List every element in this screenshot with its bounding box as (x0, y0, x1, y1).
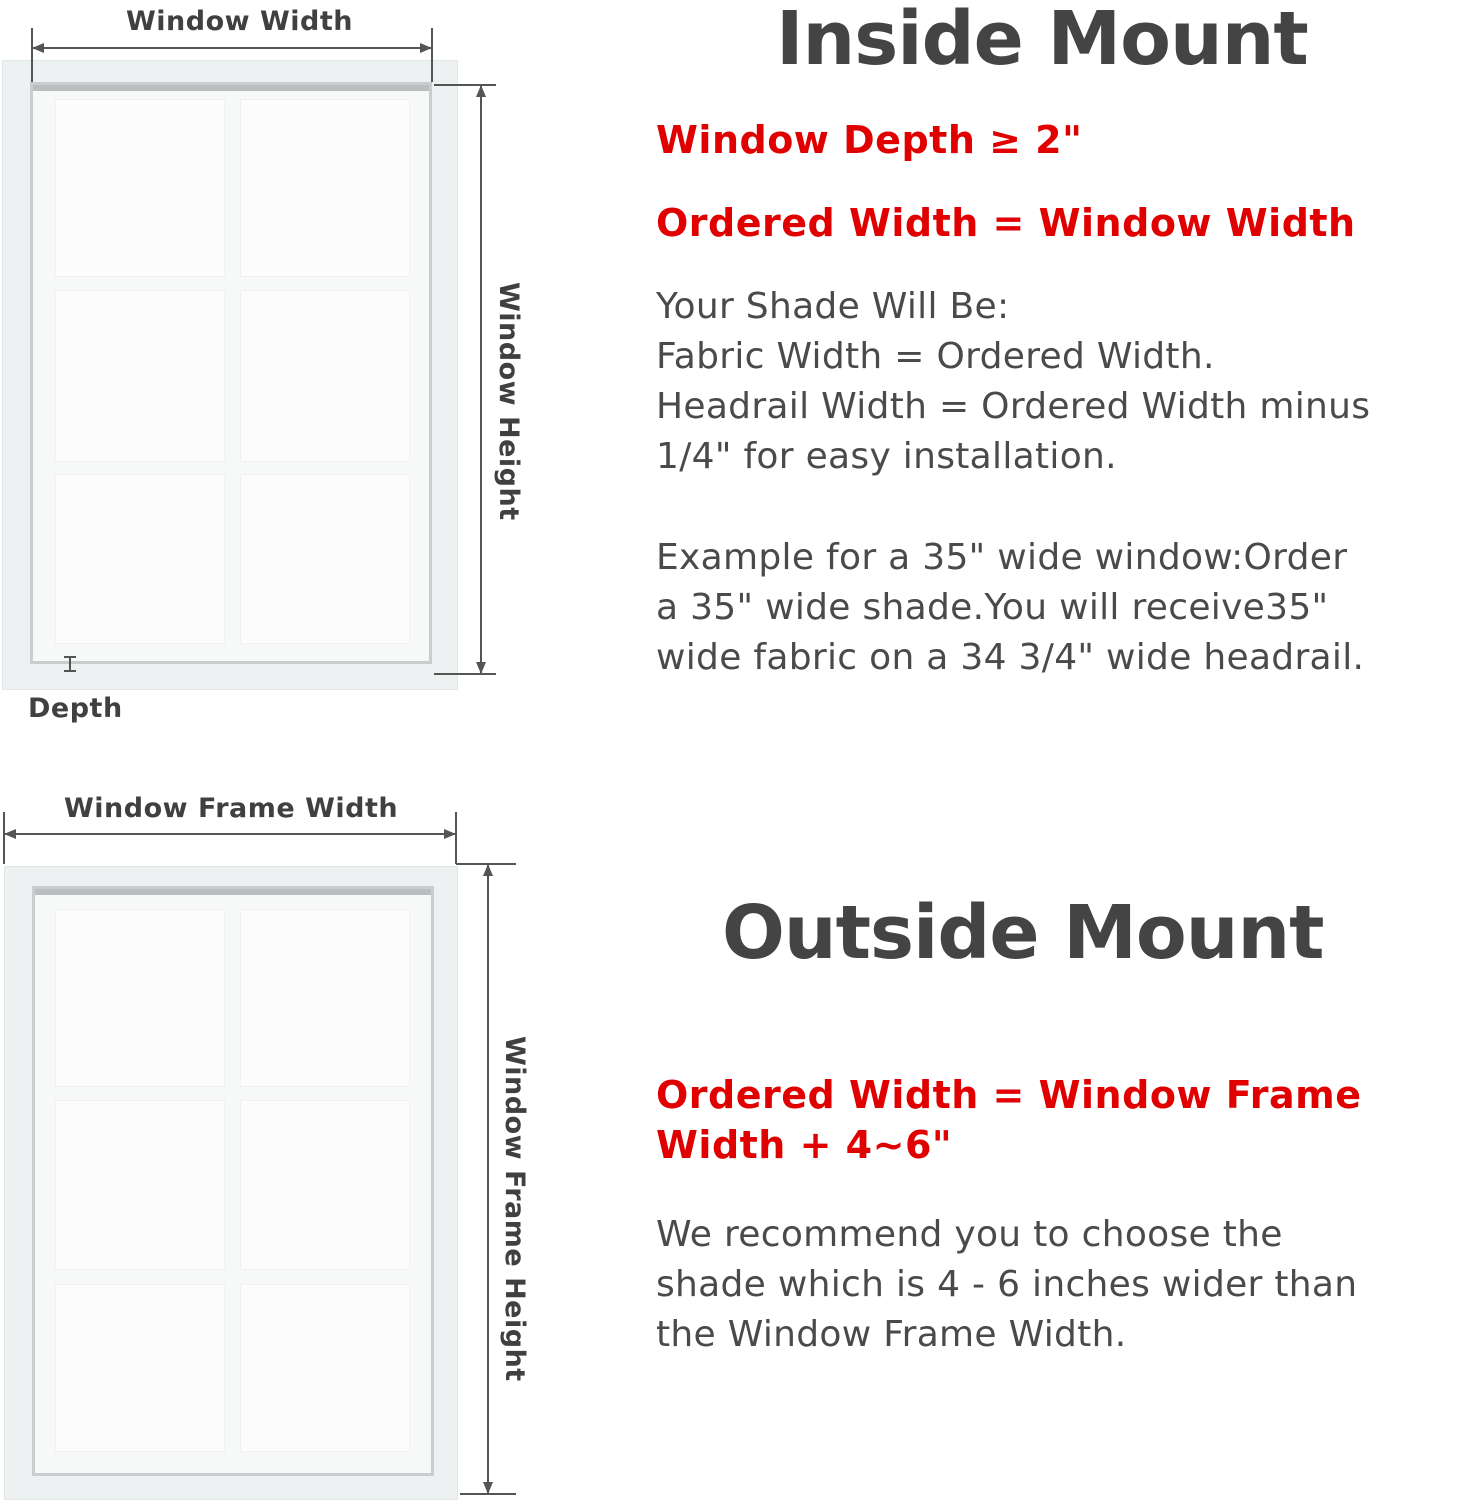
shade-line: Headrail Width = Ordered Width minus (656, 386, 1371, 427)
window-frame-height-label: Window Frame Height (499, 1036, 530, 1382)
depth-label: Depth (28, 693, 123, 724)
window-height-label: Window Height (493, 282, 524, 521)
example-line: a 35" wide shade.You will receive35" (656, 587, 1329, 628)
window-width-label: Window Width (126, 6, 353, 37)
outside-mount-title: Outside Mount (722, 890, 1324, 976)
recommend-line: the Window Frame Width. (656, 1314, 1127, 1355)
example-line: Example for a 35" wide window:Order (656, 537, 1348, 578)
shade-line: Your Shade Will Be: (656, 286, 1010, 327)
shade-description (656, 282, 1370, 482)
outside-width-rule (656, 1070, 1362, 1170)
outside-rule-line: Ordered Width = Window Frame (656, 1073, 1362, 1117)
shade-line: Fabric Width = Ordered Width. (656, 336, 1215, 377)
shade-line: 1/4" for easy installation. (656, 436, 1117, 477)
recommend-line: We recommend you to choose the (656, 1214, 1283, 1255)
window-frame-width-label: Window Frame Width (64, 793, 399, 824)
outside-dimension-lines (0, 780, 540, 1500)
inside-width-rule: Ordered Width = Window Width (656, 201, 1356, 245)
recommendation-description (656, 1210, 1357, 1360)
example-line: wide fabric on a 34 3/4" wide headrail. (656, 637, 1365, 678)
example-description (656, 533, 1364, 683)
depth-rule: Window Depth ≥ 2" (656, 118, 1083, 162)
recommend-line: shade which is 4 - 6 inches wider than (656, 1264, 1358, 1305)
inside-mount-title: Inside Mount (776, 0, 1308, 82)
outside-rule-line: Width + 4~6" (656, 1123, 953, 1167)
inside-dimension-lines (0, 0, 540, 760)
